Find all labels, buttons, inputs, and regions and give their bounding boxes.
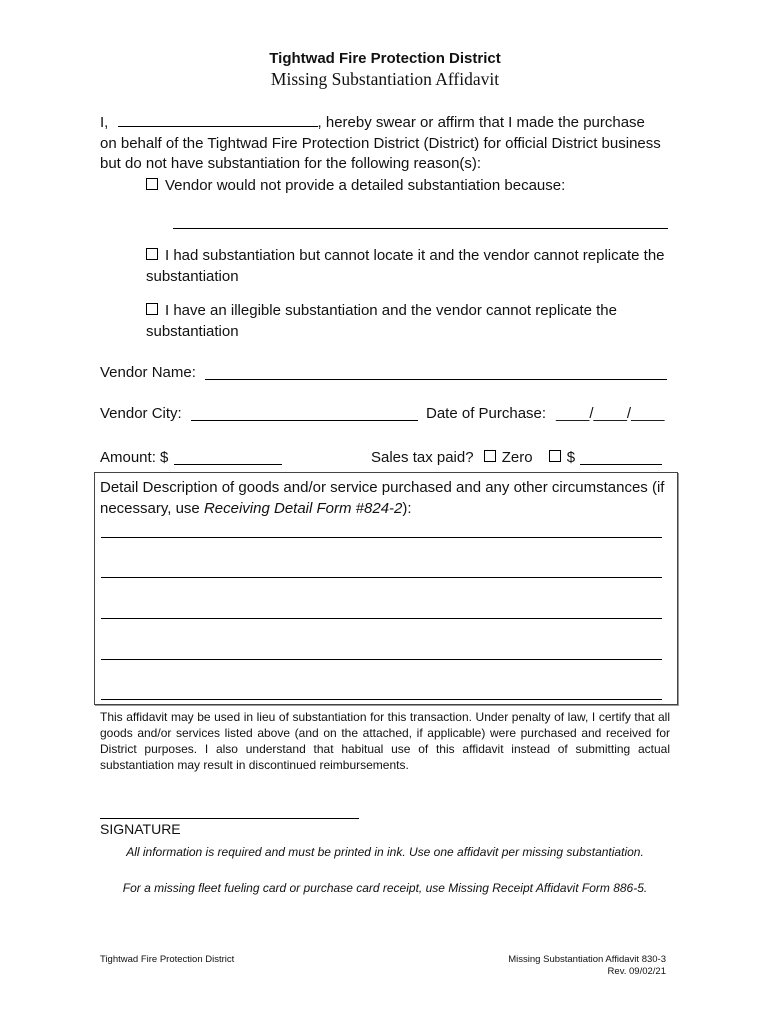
fleet-card-note: For a missing fleet fueling card or purchase card receipt, use Missing Receipt Affidavit Form 886-5.: [122, 881, 648, 895]
vendor-refused-checkbox[interactable]: [146, 178, 158, 190]
vendor-refused-reason-field[interactable]: [173, 228, 668, 229]
amount-label: Amount: $: [100, 449, 169, 466]
sales-tax-dollar-label: $: [566, 449, 576, 466]
vendor-name-label: Vendor Name:: [100, 364, 196, 381]
detail-line-field-2[interactable]: [101, 577, 662, 578]
sales-tax-amount-field[interactable]: [580, 464, 662, 465]
intro-line-1: [100, 112, 680, 134]
signature-label: SIGNATURE: [100, 821, 181, 837]
illegible-checkbox[interactable]: [146, 303, 158, 315]
legal-statement: This affidavit may be used in lieu of substantiation for this transaction. Under penalty of law, I certify that all goods and/or services listed above (and on the attached, if applicable) were purchased and received for District purposes. I also understand that habitual use of this affidavit instead of submitting actual substantiation may result in discontinued reimbursements.: [100, 710, 670, 772]
detail-line-field-5[interactable]: [101, 699, 662, 700]
sales-tax-amount-checkbox[interactable]: [549, 450, 561, 462]
intro-line-3: but do not have substantiation for the following reason(s):: [100, 155, 482, 172]
affiant-name-field[interactable]: [118, 112, 318, 127]
detail-line-2: [100, 499, 675, 520]
footer-form-number: Missing Substantiation Affidavit 830-3: [508, 954, 666, 965]
detail-line-field-1[interactable]: [101, 537, 662, 538]
vendor-city-label: Vendor City:: [100, 405, 182, 422]
detail-description-label: [100, 478, 675, 519]
reason-illegible-label: I have an illegible substantiation and the vendor cannot replicate the: [165, 302, 617, 319]
date-of-purchase-label: Date of Purchase:: [426, 405, 547, 422]
ink-requirement-note: All information is required and must be printed in ink. Use one affidavit per missing substantiation.: [126, 845, 644, 859]
footer-district: Tightwad Fire Protection District: [100, 954, 235, 965]
reason-illegible-label-2: substantiation: [146, 322, 239, 340]
intro-prefix: I,: [100, 114, 109, 131]
sales-tax-zero-label: Zero: [501, 449, 533, 466]
detail-line2-suffix: ):: [402, 499, 412, 517]
cannot-locate-checkbox[interactable]: [146, 248, 158, 260]
date-of-purchase-field[interactable]: ____/____/____: [556, 405, 665, 422]
detail-line-1: Detail Description of goods and/or service purchased and any other circumstances (if: [100, 479, 665, 496]
sales-tax-label: Sales tax paid?: [371, 449, 474, 466]
form-subtitle: Missing Substantiation Affidavit: [270, 69, 500, 89]
form-title: Tightwad Fire Protection District: [269, 50, 501, 67]
detail-line-field-3[interactable]: [101, 618, 662, 619]
footer-revision: Rev. 09/02/21: [607, 966, 666, 977]
reason-vendor-refused-label: Vendor would not provide a detailed substantiation because:: [165, 177, 566, 194]
sales-tax-zero-checkbox[interactable]: [484, 450, 496, 462]
intro-line1-suffix: , hereby swear or affirm that I made the purchase: [317, 114, 645, 131]
reason-cannot-locate: [146, 246, 676, 287]
intro-line-2: on behalf of the Tightwad Fire Protection District (District) for official District business: [100, 134, 661, 152]
vendor-name-field[interactable]: [205, 379, 667, 380]
intro-paragraph: [100, 112, 680, 175]
amount-field[interactable]: [174, 464, 282, 465]
reason-vendor-refused: [146, 176, 565, 197]
reason-cannot-locate-label-2: substantiation: [146, 267, 239, 285]
vendor-city-field[interactable]: [191, 420, 418, 421]
receiving-detail-form-ref: Receiving Detail Form #824-2: [203, 499, 403, 517]
footer-form-id: [470, 954, 666, 978]
detail-line2-prefix: necessary, use: [100, 499, 204, 517]
reason-cannot-locate-label: I had substantiation but cannot locate it and the vendor cannot replicate the: [165, 247, 665, 264]
detail-line-field-4[interactable]: [101, 659, 662, 660]
reason-illegible: [146, 301, 676, 342]
signature-field[interactable]: [100, 818, 359, 819]
sales-tax-row: [371, 449, 575, 466]
